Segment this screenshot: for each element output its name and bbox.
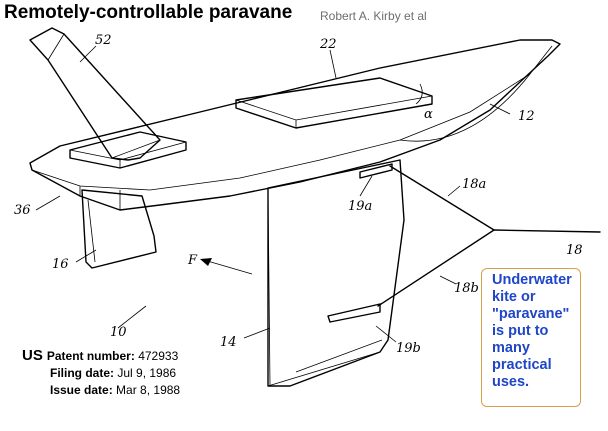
hull-deck-edge xyxy=(32,46,552,190)
hull-bow-curve xyxy=(400,74,530,141)
deck-plate xyxy=(236,78,432,128)
ref-18a: 18a xyxy=(462,177,487,192)
ref-F: F xyxy=(188,253,198,268)
filing-date-value: Jul 9, 1986 xyxy=(117,366,177,380)
towline-18 xyxy=(494,230,600,232)
mast-base xyxy=(70,132,186,168)
angle-marker xyxy=(416,84,422,104)
main-foil-bottom xyxy=(268,188,382,386)
leader-lines xyxy=(36,46,510,342)
ref-18b: 18b xyxy=(454,281,479,296)
ref-19b: 19b xyxy=(396,341,421,356)
ref-19a: 19a xyxy=(348,199,373,214)
issue-date-value: Mar 8, 1988 xyxy=(116,383,181,397)
ref-10: 10 xyxy=(110,325,127,340)
ref-36: 36 xyxy=(14,203,31,218)
ref-18: 18 xyxy=(566,243,583,258)
patent-number-row xyxy=(22,347,180,365)
ref-14: 14 xyxy=(220,335,237,350)
towline-18a xyxy=(390,166,494,230)
front-fin xyxy=(82,190,156,268)
issue-date-row xyxy=(22,382,180,399)
author-credit: Robert A. Kirby et al xyxy=(320,9,427,23)
deck-plate-edge xyxy=(236,96,432,128)
page-title: Remotely-controllable paravane xyxy=(4,2,293,23)
country-code: US xyxy=(22,347,43,364)
filing-date-label: Filing date: xyxy=(50,366,114,380)
attachment-19b xyxy=(328,304,380,322)
ref-16: 16 xyxy=(52,257,69,272)
filing-date-row xyxy=(22,365,180,382)
callout-box: Underwater kite or "paravane" is put to many practical uses. xyxy=(481,268,581,407)
issue-date-label: Issue date: xyxy=(50,383,113,397)
ref-12: 12 xyxy=(518,109,535,124)
ref-52: 52 xyxy=(95,33,112,48)
patent-info xyxy=(22,347,180,399)
main-foil xyxy=(268,160,404,386)
mast-wing-edge xyxy=(48,34,160,158)
patent-number-value: 472933 xyxy=(138,349,179,363)
ref-alpha: α xyxy=(424,107,433,122)
patent-number-label: Patent number: xyxy=(46,349,135,363)
direction-arrow xyxy=(204,260,252,274)
ref-22: 22 xyxy=(320,37,337,52)
